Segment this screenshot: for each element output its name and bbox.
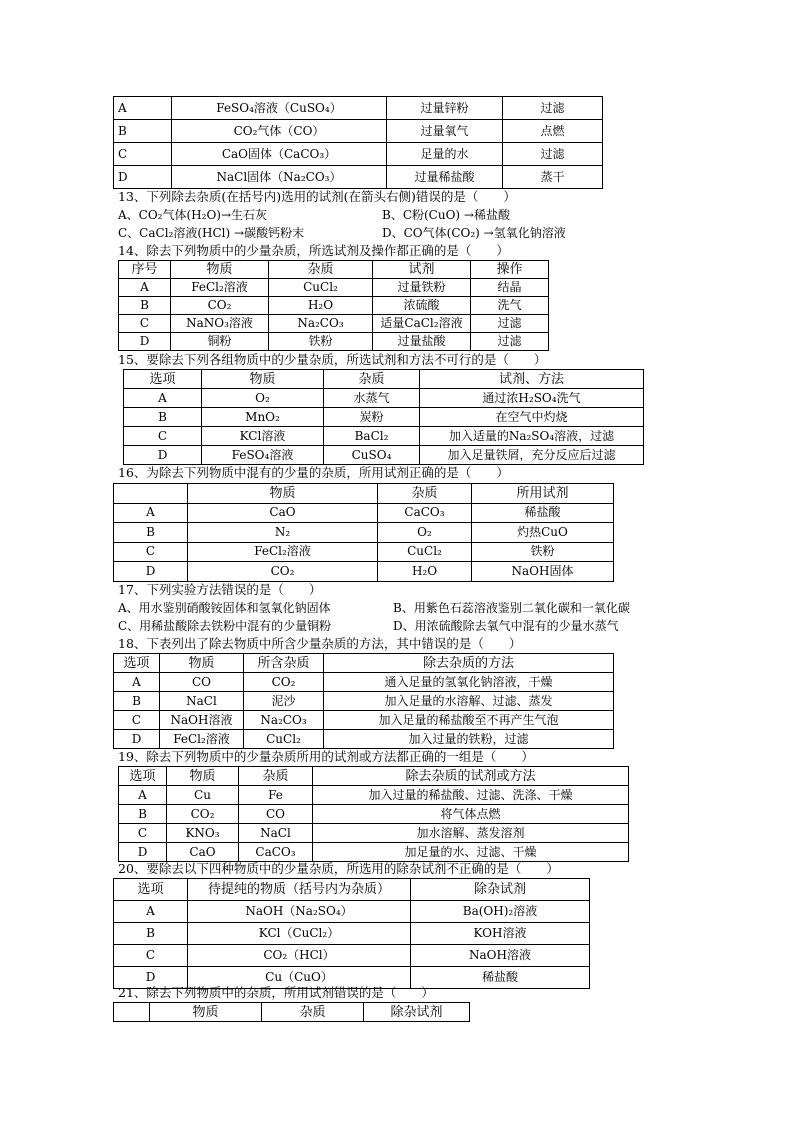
table-header-row-cell: 杂质 <box>378 484 472 504</box>
table-header-row-cell: 操作 <box>471 261 549 279</box>
q16-table <box>113 483 614 582</box>
table-row-cell: Cu <box>167 786 239 805</box>
table-row-cell: Fe <box>239 786 313 805</box>
table-row-cell: NaOH（Na₂SO₄） <box>188 901 411 923</box>
table-row-cell: Na₂CO₃ <box>269 315 373 333</box>
table-row-cell: C <box>114 542 188 562</box>
table-row <box>114 692 614 711</box>
q15-title: 15、要除去下列各组物质中的少量杂质，所选试剂和方法不可行的是（ ） <box>118 352 547 367</box>
table-row-cell: 点燃 <box>503 120 603 143</box>
table-row <box>114 562 614 582</box>
table-row-cell: CaO固体（CaCO₃） <box>172 143 387 166</box>
table-row-cell: FeCl₂溶液 <box>171 279 269 297</box>
table-row-cell: 炭粉 <box>324 408 420 427</box>
table-header-row-cell: 物质 <box>167 767 239 786</box>
q13-options <box>118 206 510 224</box>
table-row-cell: 过量锌粉 <box>387 97 503 120</box>
table-row-cell: KCl（CuCl₂） <box>188 923 411 945</box>
q17-option-d: D、用浓硫酸除去氧气中混有的少量水蒸气 <box>393 619 619 633</box>
table-row-cell: A <box>124 389 202 408</box>
table-header-row-cell <box>114 484 188 504</box>
table-row <box>119 824 629 843</box>
table-header-row-cell: 除杂试剂 <box>411 879 590 901</box>
table-row-cell: FeCl₂溶液 <box>160 730 244 749</box>
table-row-cell: CO <box>239 805 313 824</box>
table-row-cell: KCl溶液 <box>202 427 324 446</box>
table-row-cell: CO₂ <box>167 805 239 824</box>
table-row <box>114 730 614 749</box>
table-row-cell: B <box>114 523 188 543</box>
table-row <box>119 786 629 805</box>
q13-options-row2 <box>118 224 566 242</box>
table-row <box>119 805 629 824</box>
table-row-cell: 过滤 <box>503 97 603 120</box>
table-row-cell: B <box>114 923 188 945</box>
q19-table <box>118 766 629 862</box>
table-row-cell: CO₂气体（CO） <box>172 120 387 143</box>
table-row-cell: 过量铁粉 <box>373 279 471 297</box>
table-header-row-cell: 物质 <box>202 370 324 389</box>
table-row <box>114 97 603 120</box>
q16-title: 16、为除去下列物质中混有的少量的杂质，所用试剂正确的是（ ） <box>118 465 509 480</box>
q13-option-d: D、CO气体(CO₂) →氢氧化钠溶液 <box>382 226 566 240</box>
table-row-cell: CaCO₃ <box>378 503 472 523</box>
table-row <box>119 843 629 862</box>
table-row <box>119 315 549 333</box>
table-row <box>119 333 549 351</box>
table-row-cell: N₂ <box>188 523 378 543</box>
q17-options <box>118 599 630 617</box>
table-row-cell: 通入足量的氢氧化钠溶液，干燥 <box>324 673 614 692</box>
table-row <box>114 711 614 730</box>
table-row-cell: A <box>114 673 160 692</box>
table-row-cell: 灼热CuO <box>472 523 614 543</box>
table-header-row-cell: 选项 <box>124 370 202 389</box>
table-row <box>119 279 549 297</box>
table-row-cell: B <box>114 692 160 711</box>
table-row-cell: 加水溶解、蒸发溶剂 <box>313 824 629 843</box>
table-row-cell: 过量盐酸 <box>373 333 471 351</box>
table-row-cell: C <box>114 711 160 730</box>
table-row-cell: NaNO₃溶液 <box>171 315 269 333</box>
q20-title: 20、要除去以下四种物质中的少量杂质，所选用的除杂试剂不正确的是（ ） <box>118 861 559 876</box>
table-row <box>114 901 590 923</box>
table-row-cell: NaOH固体 <box>472 562 614 582</box>
table-row-cell: 将气体点燃 <box>313 805 629 824</box>
table-row-cell: 加入足量铁屑，充分反应后过滤 <box>420 446 644 465</box>
table-row-cell: B <box>119 297 171 315</box>
table-row-cell: D <box>119 333 171 351</box>
table-header-row <box>119 767 629 786</box>
table-row-cell: 加入足量的稀盐酸至不再产生气泡 <box>324 711 614 730</box>
table-header-row-cell: 物质 <box>150 1003 262 1022</box>
table-header-row-cell: 杂质 <box>262 1003 364 1022</box>
q20-table <box>113 878 590 989</box>
table-header-row <box>119 261 549 279</box>
table-row <box>114 503 614 523</box>
table-header-row-cell: 除去杂质的试剂或方法 <box>313 767 629 786</box>
q19-title: 19、除去下列物质中的少量杂质所用的试剂或方法都正确的一组是（ ） <box>118 749 534 764</box>
table-row-cell: CaO <box>167 843 239 862</box>
table-row-cell: KOH溶液 <box>411 923 590 945</box>
q17-option-a: A、用水鉴别硝酸铵固体和氢氧化钠固体 <box>118 601 331 615</box>
q21-table <box>113 1002 470 1022</box>
table-row-cell: CO₂ <box>244 673 324 692</box>
q17-option-b: B、用紫色石蕊溶液鉴别二氧化碳和一氧化碳 <box>393 601 630 615</box>
table-row-cell: 浓硫酸 <box>373 297 471 315</box>
table-row <box>119 297 549 315</box>
q18-table <box>113 653 614 749</box>
table-row-cell: C <box>119 824 167 843</box>
table-row-cell: 加入适量的Na₂SO₄溶液，过滤 <box>420 427 644 446</box>
table-header-row-cell: 物质 <box>188 484 378 504</box>
table-row-cell: C <box>124 427 202 446</box>
table-row-cell: D <box>119 843 167 862</box>
q14-table <box>118 260 549 351</box>
table-row-cell: C <box>119 315 171 333</box>
table-row-cell: CO₂（HCl） <box>188 945 411 967</box>
table-row-cell: 在空气中灼烧 <box>420 408 644 427</box>
table-row-cell: 足量的水 <box>387 143 503 166</box>
table-header-row-cell: 所含杂质 <box>244 654 324 673</box>
table-row-cell: Ba(OH)₂溶液 <box>411 901 590 923</box>
table-header-row-cell: 除去杂质的方法 <box>324 654 614 673</box>
table-row-cell: NaCl <box>239 824 313 843</box>
table-row <box>114 945 590 967</box>
table-row-cell: A <box>114 503 188 523</box>
table-row-cell: 铁粉 <box>472 542 614 562</box>
table-header-row-cell: 选项 <box>114 879 188 901</box>
table-row-cell: Na₂CO₃ <box>244 711 324 730</box>
table-row-cell: 泥沙 <box>244 692 324 711</box>
table-row-cell: NaCl固体（Na₂CO₃） <box>172 166 387 189</box>
table-row-cell: CO <box>160 673 244 692</box>
table-row <box>114 923 590 945</box>
table-row-cell: NaOH溶液 <box>411 945 590 967</box>
table-row-cell: H₂O <box>378 562 472 582</box>
table-row-cell: CaCO₃ <box>239 843 313 862</box>
table-row <box>124 427 644 446</box>
table-row-cell: CO₂ <box>171 297 269 315</box>
table-row-cell: 结晶 <box>471 279 549 297</box>
table-header-row-cell: 待提纯的物质（括号内为杂质） <box>188 879 411 901</box>
table-row-cell: B <box>119 805 167 824</box>
table-row-cell: 通过浓H₂SO₄洗气 <box>420 389 644 408</box>
table-row <box>114 143 603 166</box>
table-row-cell: CuSO₄ <box>324 446 420 465</box>
q13-option-c: C、CaCl₂溶液(HCl) →碳酸钙粉末 <box>118 226 305 240</box>
table-row-cell: A <box>114 97 172 120</box>
table-row-cell: B <box>124 408 202 427</box>
table-row-cell: D <box>114 562 188 582</box>
table-row-cell: CaO <box>188 503 378 523</box>
table-row-cell: 铁粉 <box>269 333 373 351</box>
table-row-cell: CuCl₂ <box>269 279 373 297</box>
table-row-cell: C <box>114 143 172 166</box>
q12-table <box>113 96 603 189</box>
table-header-row <box>114 1003 470 1022</box>
table-header-row-cell: 物质 <box>160 654 244 673</box>
q17-title: 17、下列实验方法错误的是（ ） <box>118 582 322 597</box>
table-row-cell: 铜粉 <box>171 333 269 351</box>
table-row-cell: 加入足量的水溶解、过滤、蒸发 <box>324 692 614 711</box>
q13-option-b: B、C粉(CuO) →稀盐酸 <box>382 208 510 222</box>
table-header-row-cell: 选项 <box>114 654 160 673</box>
q15-table <box>123 369 644 465</box>
q18-title: 18、下表列出了除去物质中所含少量杂质的方法，其中错误的是（ ） <box>118 636 522 651</box>
table-row-cell: FeSO₄溶液（CuSO₄） <box>172 97 387 120</box>
q21-title: 21、除去下列物质中的杂质，所用试剂错误的是（ ） <box>118 985 434 1000</box>
table-row <box>124 408 644 427</box>
table-row-cell: 加足量的水、过滤、干燥 <box>313 843 629 862</box>
table-row-cell: 稀盐酸 <box>411 967 590 989</box>
table-row-cell: 加入过量的稀盐酸、过滤、洗涤、干燥 <box>313 786 629 805</box>
table-header-row-cell: 杂质 <box>239 767 313 786</box>
table-row-cell: D <box>114 730 160 749</box>
table-row-cell: 蒸干 <box>503 166 603 189</box>
table-row-cell: D <box>114 166 172 189</box>
table-header-row <box>114 879 590 901</box>
table-row-cell: 洗气 <box>471 297 549 315</box>
table-row-cell: D <box>124 446 202 465</box>
table-row-cell: A <box>119 279 171 297</box>
table-row-cell: FeSO₄溶液 <box>202 446 324 465</box>
table-row-cell: CO₂ <box>188 562 378 582</box>
table-header-row-cell: 除杂试剂 <box>364 1003 470 1022</box>
table-row <box>124 446 644 465</box>
table-header-row-cell: 杂质 <box>269 261 373 279</box>
table-row-cell: 稀盐酸 <box>472 503 614 523</box>
table-header-row <box>114 484 614 504</box>
table-header-row-cell: 试剂 <box>373 261 471 279</box>
table-row-cell: 过量氧气 <box>387 120 503 143</box>
table-header-row-cell: 试剂、方法 <box>420 370 644 389</box>
table-row-cell: CuCl₂ <box>378 542 472 562</box>
q13-option-a: A、CO₂气体(H₂O)→生石灰 <box>118 208 268 222</box>
table-row-cell: 过滤 <box>503 143 603 166</box>
table-row-cell: O₂ <box>202 389 324 408</box>
table-row <box>114 673 614 692</box>
table-row-cell: BaCl₂ <box>324 427 420 446</box>
q13-title: 13、下列除去杂质(在括号内)选用的试剂(在箭头右侧)错误的是（ ） <box>118 189 516 204</box>
table-header-row-cell: 物质 <box>171 261 269 279</box>
table-header-row-cell: 杂质 <box>324 370 420 389</box>
table-row <box>114 523 614 543</box>
q17-options-row2 <box>118 617 619 635</box>
q14-title: 14、除去下列物质中的少量杂质，所选试剂及操作都正确的是（ ） <box>118 243 509 258</box>
table-row-cell: A <box>119 786 167 805</box>
q17-option-c: C、用稀盐酸除去铁粉中混有的少量铜粉 <box>118 619 332 633</box>
table-header-row-cell: 序号 <box>119 261 171 279</box>
table-row-cell: NaCl <box>160 692 244 711</box>
table-row <box>114 542 614 562</box>
table-row-cell: B <box>114 120 172 143</box>
table-row-cell: 过滤 <box>471 333 549 351</box>
table-row-cell: A <box>114 901 188 923</box>
table-header-row-cell: 所用试剂 <box>472 484 614 504</box>
table-row <box>114 120 603 143</box>
table-row-cell: MnO₂ <box>202 408 324 427</box>
table-row-cell: 过滤 <box>471 315 549 333</box>
table-header-row <box>114 654 614 673</box>
table-header-row-cell <box>114 1003 150 1022</box>
table-row-cell: 加入过量的铁粉，过滤 <box>324 730 614 749</box>
table-row <box>114 166 603 189</box>
table-row-cell: 过量稀盐酸 <box>387 166 503 189</box>
table-row-cell: KNO₃ <box>167 824 239 843</box>
table-header-row <box>124 370 644 389</box>
table-row-cell: O₂ <box>378 523 472 543</box>
table-row-cell: FeCl₂溶液 <box>188 542 378 562</box>
table-row-cell: NaOH溶液 <box>160 711 244 730</box>
table-row-cell: 水蒸气 <box>324 389 420 408</box>
table-row-cell: 适量CaCl₂溶液 <box>373 315 471 333</box>
table-row <box>124 389 644 408</box>
table-row-cell: CuCl₂ <box>244 730 324 749</box>
table-row-cell: C <box>114 945 188 967</box>
table-row-cell: D <box>114 967 188 989</box>
table-row-cell: Cu（CuO） <box>188 967 411 989</box>
table-header-row-cell: 选项 <box>119 767 167 786</box>
table-row-cell: H₂O <box>269 297 373 315</box>
